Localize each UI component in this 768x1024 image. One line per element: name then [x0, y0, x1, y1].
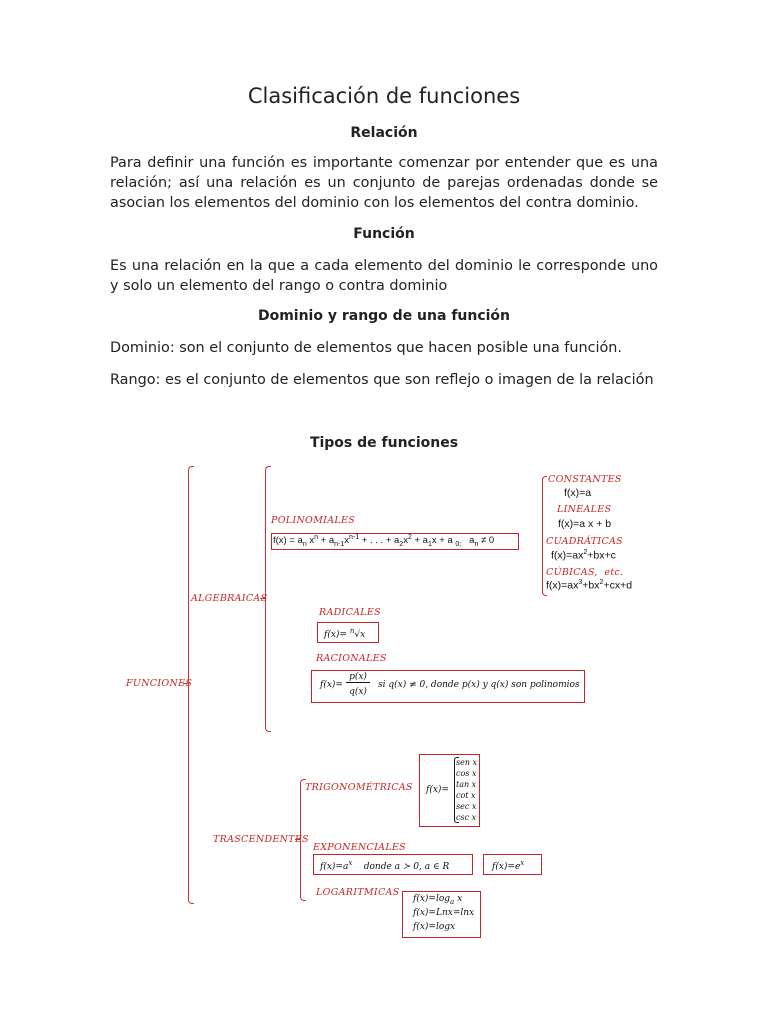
exp-formula: $f(x)=a^x$ donde a ≻ 0, a ∈ R: [320, 859, 450, 872]
radical-formula-box: [317, 622, 379, 643]
paragraph-relacion: Para definir una función es importante comenzar por entender que es una relación; así una relación es un conjunto de parejas ordenadas donde se asocian los elementos del dominio con los elementos del contra dominio.: [110, 155, 658, 211]
radical-formula: f(x)= $^n$√x: [324, 627, 366, 640]
exp-e-box: [483, 854, 542, 875]
label-etc: etc.: [604, 567, 624, 578]
formula-constante: f(x)=a: [564, 487, 592, 499]
log-formula-log: f(x)=logx: [413, 922, 456, 932]
log-formula-ln: f(x)=Lnx=lnx: [413, 908, 475, 918]
label-cubicas-text: CÚBICAS: [546, 567, 595, 578]
formula-lineal: f(x)=a x + b: [558, 518, 612, 530]
polynomial-formula: $f(x) = a_n$ $x^n + a_{n-1}x^{n-1}$ + . . . + $a_2x^2 + a_1x + a$ $_{0;}$ $a_n \ne 0$: [273, 534, 495, 549]
label-racionales: RACIONALES: [316, 653, 387, 664]
paragraph-dominio: Dominio: son el conjunto de elementos que hacen posible una función.: [110, 340, 622, 356]
label-trascendentes: TRASCENDENTES: [213, 834, 309, 845]
paragraph-rango: Rango: es el conjunto de elementos que son reflejo o imagen de la relación: [110, 372, 654, 388]
label-constantes: CONSTANTES: [548, 474, 622, 485]
trig-item: cos x: [456, 769, 477, 778]
rational-denominator: q(x): [349, 687, 367, 697]
trig-item: sec x: [456, 802, 477, 811]
label-funciones: FUNCIONES: [126, 678, 193, 689]
trig-item: csc x: [456, 813, 477, 822]
trig-lhs: f(x)=: [426, 785, 449, 795]
formula-cubica: $f(x)=ax^3+bx^2+cx+d$: [546, 579, 633, 592]
exp-e-formula: $f(x)=e^x$: [492, 859, 525, 872]
label-trigonometricas: TRIGONOMÉTRICAS: [305, 782, 413, 793]
document-title: Clasificación de funciones: [247, 84, 521, 108]
heading-tipos: Tipos de funciones: [309, 435, 459, 451]
heading-dominio-rango: Dominio y rango de una función: [257, 308, 511, 324]
trig-formula-box: [419, 754, 480, 827]
label-cuadraticas: CUADRÁTICAS: [546, 536, 623, 547]
rational-lhs: f(x)=: [320, 680, 343, 690]
label-logaritmicas: LOGARITMICAS: [316, 887, 400, 898]
label-radicales: RADICALES: [319, 607, 381, 618]
trig-list: [456, 757, 477, 823]
rational-numerator: p(x): [346, 672, 370, 683]
paragraph-funcion: Es una relación en la que a cada elemento del dominio le corresponde uno y solo un elemento del rango o contra dominio: [110, 258, 658, 294]
log-formula-box: [402, 891, 481, 938]
trig-item: tan x: [456, 780, 477, 789]
trig-item: cot x: [456, 791, 476, 800]
heading-relacion: Relación: [350, 125, 418, 141]
heading-funcion: Función: [353, 226, 415, 242]
formula-cuadratica: $f(x)=ax^2+bx+c$: [551, 549, 616, 562]
rational-formula-box: [311, 670, 585, 703]
label-cubicas: CÚBICAS, etc.: [546, 567, 624, 578]
polynomial-formula-box: [271, 533, 519, 550]
label-polinomiales: POLINOMIALES: [271, 515, 356, 526]
label-exponenciales: EXPONENCIALES: [313, 842, 406, 853]
exp-condition: donde a ≻ 0, a ∈ R: [363, 862, 450, 872]
label-algebraicas: ALGEBRAICAS: [191, 593, 268, 604]
log-formula-base-a: $f(x)=\log_a$ x: [413, 894, 463, 906]
trig-item: sen x: [456, 758, 478, 767]
exp-formula-box: [313, 854, 473, 875]
rational-condition: si q(x) ≠ 0, donde p(x) y q(x) son polinomios: [378, 680, 580, 690]
label-lineales: LINEALES: [557, 504, 612, 515]
